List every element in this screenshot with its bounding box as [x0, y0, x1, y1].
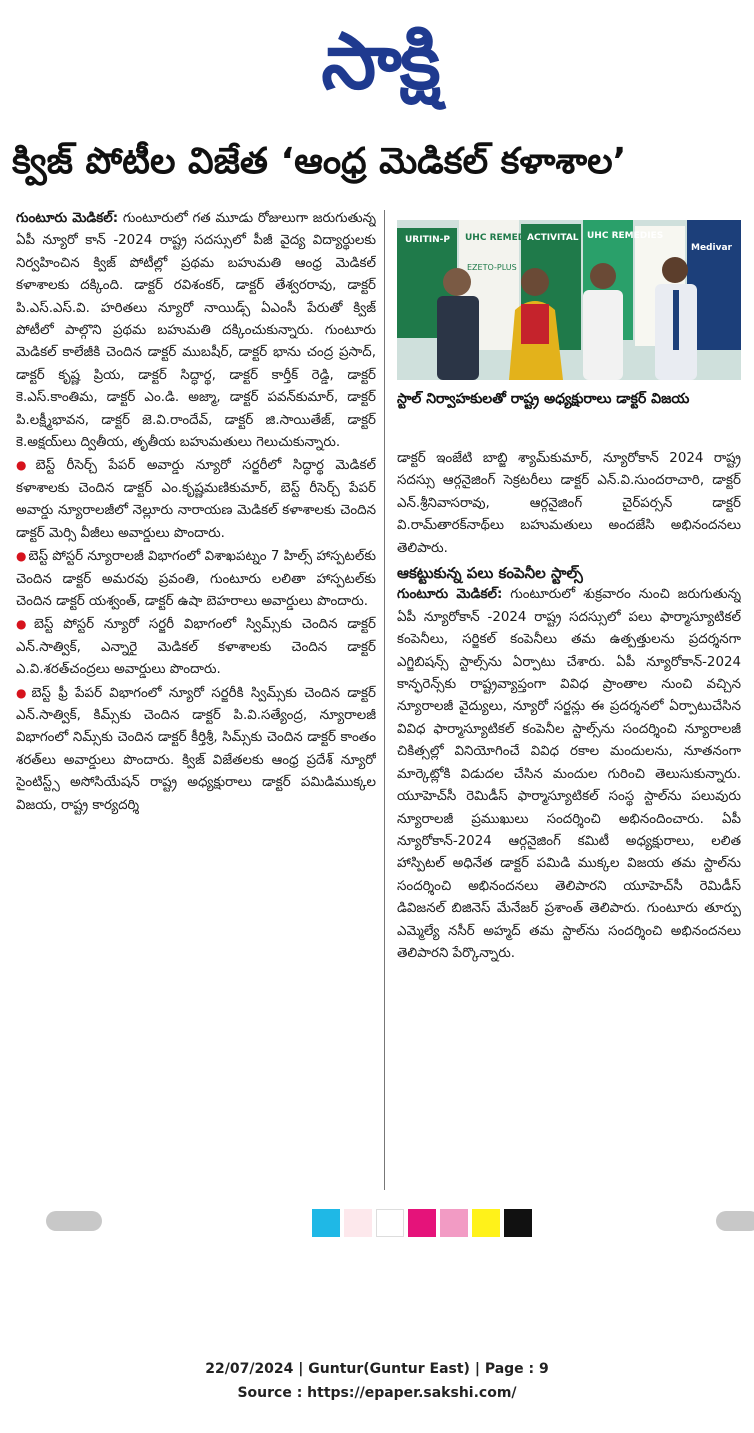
dateline: గుంటూరు మెడికల్: [397, 587, 503, 603]
photo-illustration [397, 220, 741, 380]
masthead [0, 0, 754, 120]
registration-mark-right [716, 1211, 754, 1231]
photo-sign-1: URITIN-P [405, 235, 450, 245]
photo-sign-3: ACTIVITAL [527, 233, 579, 243]
registration-mark-left [46, 1211, 102, 1231]
paragraph-text: బెస్ట్ ఫ్రీ పేపర్ విభాగంలో న్యూరో సర్జరీకి స్విమ్స్‌కు చెందిన డాక్టర్ ఎన్.సాత్విక్, కిమ్స్‌కు చెందిన డాక్టర్ పి.వి.సత్యేంద్ర, న్యూరాలజీ విభాగంలో నిమ్స్‌కు చెందిన డాక్టర్ కీర్తిశ్రీ, సిమ్స్‌కు చెందిన డాక్టర్ కాంతం శరత్‌లు అవార్డులు పొందారు. క్విజ్ విజేతలకు ఆంధ్ర ప్రదేశ్ న్యూరో సైంటిస్ట్స్ అసోసియేషన్ రాష్ట్ర అధ్యక్షురాలు డాక్టర్ పమిడిముక్కల విజయ, రాష్ట్ర కార్యదర్శి [16, 685, 376, 813]
bullet-paragraph [16, 613, 376, 681]
footer-source-line: Source : https://epaper.sakshi.com/ [237, 1385, 517, 1401]
paragraph-1 [16, 208, 376, 454]
logo-text: సాక్షి [321, 17, 439, 107]
bullet-icon: ● [16, 617, 32, 632]
bullet-paragraph [16, 545, 376, 613]
subheading: ఆకట్టుకున్న పలు కంపెనీల స్టాల్స్ [397, 564, 583, 583]
sakshi-logo [250, 12, 510, 112]
photo-sign-6: Medivar [691, 243, 732, 253]
color-swatch [408, 1209, 436, 1237]
color-swatch-bar [312, 1209, 536, 1237]
headline: క్విజ్ పోటీల విజేత ‘ఆంధ్ర మెడికల్ కళాశాల’ [12, 141, 627, 182]
right-column [397, 448, 741, 1190]
dateline: గుంటూరు మెడికల్: [16, 211, 119, 226]
bullet-icon: ● [16, 458, 34, 473]
paragraph-r2 [397, 584, 741, 965]
paragraph-text: బెస్ట్ పోస్టర్ న్యూరో సర్జరీ విభాగంలో స్విమ్స్‌కు చెందిన డాక్టర్ ఎన్.సాత్విక్, ఎన్నారై మెడికల్ కళాశాలకు చెందిన డాక్టర్ ఎ.వి.శరత్‌చంద్రలు అవార్డులు పొందారు. [16, 617, 376, 678]
photo-sign-4: UHC REMEDIES [587, 231, 664, 241]
photo-sign-5: EZETO-PLUS [467, 263, 517, 272]
left-column [16, 208, 376, 1290]
bullet-paragraph [16, 682, 376, 817]
footer-date-line: 22/07/2024 | Guntur(Guntur East) | Page : 9 [205, 1361, 549, 1377]
bullet-paragraph [16, 454, 376, 545]
paragraph-text: బెస్ట్ పోస్టర్ న్యూరాలజీ విభాగంలో విశాఖపట్నం 7 హిల్స్ హాస్పటల్‌కు చెందిన డాక్టర్ అమరవు ప్రవంతి, గుంటూరు లలితా హాస్పటల్‌కు చెందిన డాక్టర్ యశ్వంత్, డాక్టర్ ఉషా బెహరాలు అవార్డులు పొందారు. [16, 549, 376, 609]
paragraph-text: బెస్ట్ రీసెర్చ్ పేపర్ అవార్డు న్యూరో సర్జరీలో సిద్ధార్థ మెడికల్ కళాశాలకు చెందిన డాక్టర్ ఎం.కృష్ణమణికుమార్, బెస్ట్ రీసెర్చ్ పేపర్ అవార్డు న్యూరాలజీలో నెల్లూరు నారాయణ మెడికల్ కళాశాలకు చెందిన డాక్టర్ మెర్సి వీజీలు అవార్డులు పొందారు. [16, 458, 376, 541]
photo-caption: స్టాల్ నిర్వాహకులతో రాష్ట్ర అధ్యక్షురాలు డాక్టర్ విజయ [397, 391, 690, 407]
color-swatch [376, 1209, 404, 1237]
bullet-icon: ● [16, 685, 30, 700]
photo-sign-2: UHC REMEDIES [465, 233, 542, 243]
paragraph-text: గుంటూరులో గత మూడు రోజులుగా జరుగుతున్న ఏపీ న్యూరో కాన్ -2024 రాష్ట్ర సదస్సులో పీజీ వైద్య విద్యార్థులకు నిర్వహించిన క్విజ్ పోటీల్లో ప్రథమ బహుమతి ఆంధ్ర మెడికల్ కళాశాలకు దక్కింది. డాక్టర్ రవిశంకర్, డాక్టర్ తేశ్వరరావు, డాక్టర్ పి.ఎస్.ఎస్.వి. హరితలు న్యూరో నాయిడ్స్ ఏఎంసీ పేరుతో క్విజ్ పోటీలో పాల్గొని ప్రథమ బహుమతి దక్కించుకున్నారు. గుంటూరు మెడికల్ కాలేజీకి చెందిన డాక్టర్ ముబషీర్, డాక్టర్ భాను చంద్ర ప్రసాద్, డాక్టర్ కృష్ణ ప్రియ, డాక్టర్ సిద్ధార్థ, డాక్టర్ కార్తీక్ రెడ్డి, డాక్టర్ కె.ఎస్.కాంతిమ, డాక్టర్ ఎం.డి. అజ్మా, డాక్టర్ పవన్‌కుమార్, డాక్టర్ పి.లక్ష్మీభావన, డాక్టర్ జె.వి.రాందేవ్, డాక్టర్ జి.సాయితేజ్, డాక్టర్ కె.అక్షయ్‌లు ద్వితీయ, తృతీయ బహుమతులు గెలుచుకున్నారు. [16, 211, 376, 451]
column-divider [384, 210, 385, 1190]
color-swatch [472, 1209, 500, 1237]
paragraph-text: గుంటూరులో శుక్రవారం నుంచి జరుగుతున్న ఏపీ న్యూరోకాన్ -2024 రాష్ట్ర సదస్సులో పలు ఫార్మాస్యూటికల్ కంపెనీలు, సర్జికల్ కంపెనీలు తమ ఉత్పత్తులను ప్రదర్శనగా ఎగ్జిబిషన్స్ స్టాల్స్‌ను ఏర్పాటు చేశారు. ఏపీ న్యూరోకాన్-2024 కాన్ఫరెన్స్‌కు రాష్ట్రవ్యాప్తంగా వివిధ ప్రాంతాల నుంచి వచ్చిన న్యూరాలజీ వైద్యులు, న్యూరో సర్జన్లు ఈ ప్రదర్శనలో ఏర్పాటుచేసిన వివిధ ఫార్మాస్యూటికల్ కంపెనీల స్టాల్స్‌ను సందర్శించి న్యూరాలజీ చికిత్సల్లో వినియోగించే వివిధ రకాల మందులను, నూతనంగా మార్కెట్లోకి విడుదల చేసిన మందుల గురించి తెలుసుకున్నారు. యూహెచ్‌సీ రెమిడీస్ ఫార్మాస్యూటికల్ సంస్థ స్టాల్‌ను పలువురు న్యూరాలజీ ప్రముఖులు సందర్శించి అభినందించారు. ఏపీ న్యూరోకాన్-2024 ఆర్గనైజింగ్ కమిటీ అధ్యక్షురాలు, లలిత హాస్పిటల్ అధినేత డాక్టర్ పమిడి ముక్కల విజయ తమ స్టాల్‌ను సందర్శించి అభినందనలు తెలిపారని యూహెచ్‌సీ రెమిడీస్ డివిజనల్ బిజినెస్ మేనేజర్ ప్రశాంత్ తెలిపారు. గుంటూరు తూర్పు ఎమ్మెల్యే నసీర్ అహ్మద్ తమ స్టాల్‌ను సందర్శించి అభినందనలు తెలిపారని పేర్కొన్నారు. [397, 587, 741, 961]
color-swatch [440, 1209, 468, 1237]
color-swatch [344, 1209, 372, 1237]
color-swatch [504, 1209, 532, 1237]
color-swatch [312, 1209, 340, 1237]
bullet-icon: ● [16, 549, 27, 564]
stall-photo [397, 220, 741, 380]
paragraph-r1: డాక్టర్ ఇంజేటి బాబ్జి శ్యామ్‌కుమార్, న్యూరోకాన్ 2024 రాష్ట్ర సదస్సు ఆర్గనైజింగ్ సెక్రటరీలు డాక్టర్ ఎన్.వి.సుందరాచారి, డాక్టర్ ఎన్.శ్రీనివాసరావు, ఆర్గనైజింగ్ చైర్‌పర్సన్ డాక్టర్ వి.రామ్‌తారక్‌నాథ్‌లు బహుమతులు అందజేసి అభినందనలు తెలిపారు. [397, 451, 741, 556]
